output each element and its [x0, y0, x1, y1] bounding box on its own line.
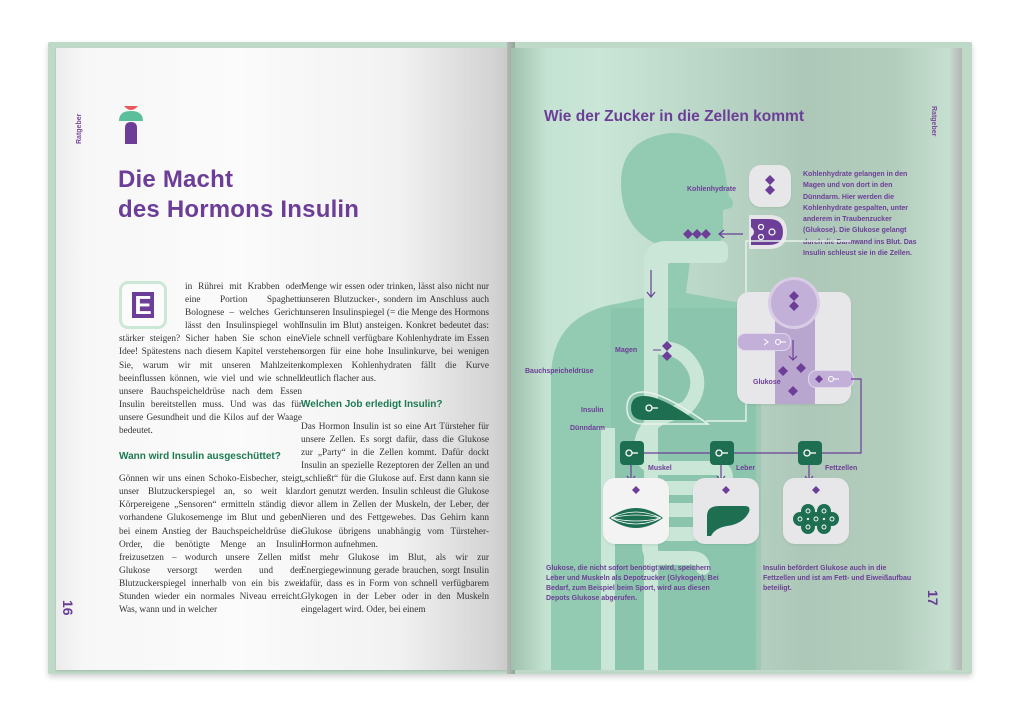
label-glukose: Glukose	[753, 379, 781, 386]
section-label: Ratgeber	[76, 113, 83, 144]
key-icon	[798, 441, 822, 465]
carb-entry-circle	[771, 280, 817, 326]
label-bauchspeicheldruese: Bauchspeicheldrüse	[525, 368, 594, 375]
liver-tile	[693, 478, 759, 544]
caption-fettzellen: Insulin befördert Glukose auch in die Fettzellen und ist am Fett- und Eiweißaufbau beteiligt.	[763, 565, 912, 592]
insulin-key-box-muskel	[620, 441, 644, 465]
page-number: 17	[925, 590, 941, 606]
intro-paragraph: in Rührei mit Krabben oder eine Portion Spaghetti Bolognese – welches Gericht lässt den Insulinspiegel wohl stärker steigen? Sicher haben Sie schon eine Idee! Spätestens nach diesem Kapitel verstehen Sie, warum wir mit unseren Mahlzeiten beeinflussen können, wie viel und wie schnell unsere Bauchspeicheldrüse nach dem Essen Insulin bereitstellen muss. Und was das für unsere Gesundheit und die Kilos auf der Waage bedeutet.	[119, 282, 302, 437]
subheading-job: Welchen Job erledigt Insulin?	[301, 398, 443, 410]
key-icon	[710, 441, 734, 465]
insulin-key-box-leber	[710, 441, 734, 465]
explanation-text: Kohlenhydrate gelangen in den Magen und von dort in den Dünndarm. Hier werden die Kohlenhydrate gespalten, unter anderem in Traubenzucker (Glukose). Die Glukose gelangt durch die Darmwand ins Blut. Das Insulin schleust sie in die Zellen.	[803, 171, 917, 258]
insulin-key-box-fettzellen	[798, 441, 822, 465]
subheading-when: Wann wird Insulin ausgeschüttet?	[119, 451, 281, 463]
muscle-icon	[603, 478, 669, 544]
caption-glykogen: Glukose, die nicht sofort benötigt wird, speichern Leber und Muskeln als Depotzucker (Glykogen). Bei Bedarf, zum Beispiel beim Sport, wird aus diesen Depots Glukose abgerufen.	[546, 565, 719, 602]
label-fettzellen: Fettzellen	[825, 465, 858, 472]
carbohydrate-chain-icon	[749, 165, 791, 207]
left-page	[56, 48, 510, 670]
label-magen: Magen	[615, 347, 638, 354]
carbohydrate-chain-icon	[771, 280, 817, 326]
carb-tile	[749, 165, 791, 207]
section-label: Ratgeber	[930, 106, 937, 137]
stomach-carb-icon	[653, 340, 673, 366]
label-duenndarm: Dünndarm	[570, 425, 605, 432]
muscle-tile	[603, 478, 669, 544]
key-icon	[620, 441, 644, 465]
insulin-logo-icon	[118, 104, 144, 144]
page-title: Die Macht des Hormons Insulin	[118, 166, 360, 223]
body-paragraph: Gönnen wir uns einen Schoko-Eisbecher, steigt unser Blutzuckerspiegel an, so weit klar. Körpereigene „Sensoren“ ermitteln ständig die vorhandene Glukosemenge im Blut und geben bei einem Anstieg der Bauchspeicheldrüse die Order, die benötigte Menge an Insulin freizusetzen – wodurch unsere Zellen mit Glukose versorgt werden und der Blutzuckerspiegel innerhalb von ein bis zwei Stunden wieder ein normales Niveau erreicht. Was, wann und in welcher	[119, 474, 302, 616]
paragraph: Das Hormon Insulin ist so eine Art Türsteher für unsere Zellen. Es sorgt dafür, dass die Glukose zur „Party“ in die Zellen kommt. Dafür dockt Insulin an spezielle Rezeptoren der Zellen an und „schließt“ für die Glukose auf. Erst dann kann sie dort genutzt werden. Insulin schleust die Glukose vor allem in Zellen der Muskeln, der Leber, der Nieren und des Fettgewebes. Das Gehirn kann Glukose übrigens unabhängig vom Türsteher-Hormon aufnehmen.	[301, 421, 489, 550]
fat-cells-tile	[783, 478, 849, 544]
text-column-2	[301, 281, 489, 617]
drop-cap: E	[119, 281, 167, 329]
paragraph: Ist mehr Glukose im Blut, als wir zur Energiegewinnung gerade brauchen, sorgt Insulin dafür, dass es in Form von schnell verfügbarem Glykogen in der Leber oder in den Muskeln eingelagert wird. Oder, bei einem	[301, 552, 489, 616]
right-page	[511, 48, 962, 670]
page-number: 16	[60, 600, 76, 616]
fat-cells-icon	[783, 478, 849, 544]
liver-icon	[693, 478, 759, 544]
text-column-1	[119, 281, 302, 617]
paragraph: Menge wir essen oder trinken, lässt also nicht nur unseren Blutzucker-, sondern im Anschluss auch unseren Insulinspiegel (= die Menge des Hormons Insulin im Blut) ansteigen. Konkret bedeutet das: Viele schnell verfügbare Kohlenhydrate im Essen sorgen für eine hohe Insulinkurve, bei wenigen komplexen Kohlenhydraten fällt die Kurve deutlich flacher aus.	[301, 282, 489, 384]
label-kohlenhydrate: Kohlenhydrate	[687, 186, 737, 193]
down-arrow-icon	[646, 270, 656, 300]
diagram-title: Wie der Zucker in die Zellen kommt	[544, 108, 804, 125]
label-muskel: Muskel	[648, 465, 672, 472]
label-insulin: Insulin	[581, 407, 604, 414]
label-leber: Leber	[736, 465, 756, 472]
